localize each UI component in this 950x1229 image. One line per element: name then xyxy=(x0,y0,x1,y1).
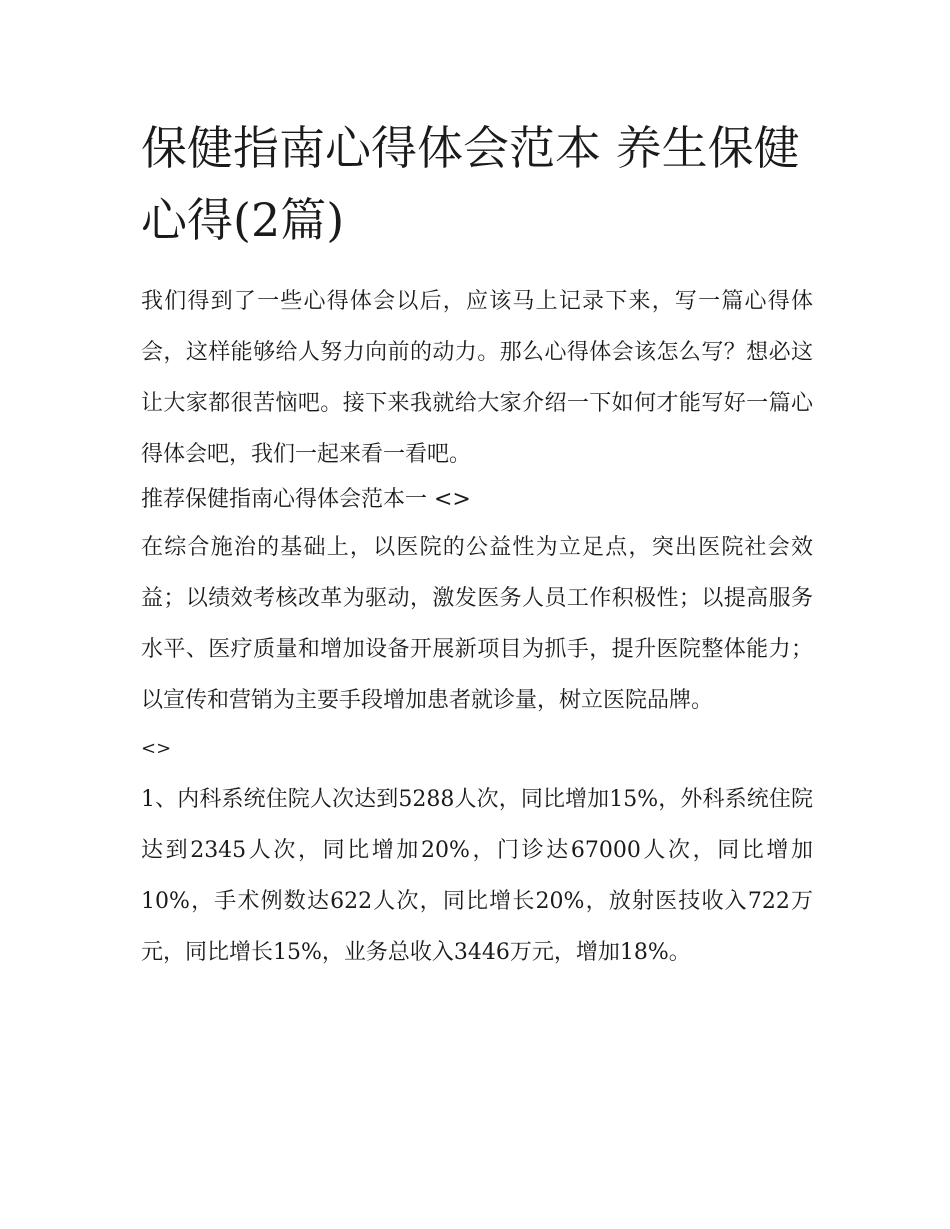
intro-paragraph: 我们得到了一些心得体会以后，应该马上记录下来，写一篇心得体会，这样能够给人努力向前的动力。那么心得体会该怎么写？想必这让大家都很苦恼吧。接下来我就给大家介绍一下如何才能写好一篇心得体会吧，我们一起来看一看吧。 xyxy=(141,289,813,467)
section-heading: 推荐保健指南心得体会范本一 <> xyxy=(141,487,471,512)
body-paragraph-1: 在综合施治的基础上，以医院的公益性为立足点，突出医院社会效益；以绩效考核改革为驱动，激发医务人员工作积极性；以提高服务水平、医疗质量和增加设备开展新项目为抓手，提升医院整体能力；以宣传和营销为主要手段增加患者就诊量，树立医院品牌。 xyxy=(141,535,813,713)
document-title: 保健指南心得体会范本 养生保健心得(2篇) xyxy=(141,121,800,247)
body-paragraph-2: 1、内科系统住院人次达到5288人次，同比增加15%，外科系统住院达到2345人次，同比增加20%，门诊达67000人次，同比增加10%，手术例数达622人次，同比增长20%，放射医技收入722万元，同比增长15%，业务总收入3446万元，增加18%。 xyxy=(141,787,813,965)
section-marker: <> xyxy=(141,738,172,759)
document-page xyxy=(141,112,813,978)
